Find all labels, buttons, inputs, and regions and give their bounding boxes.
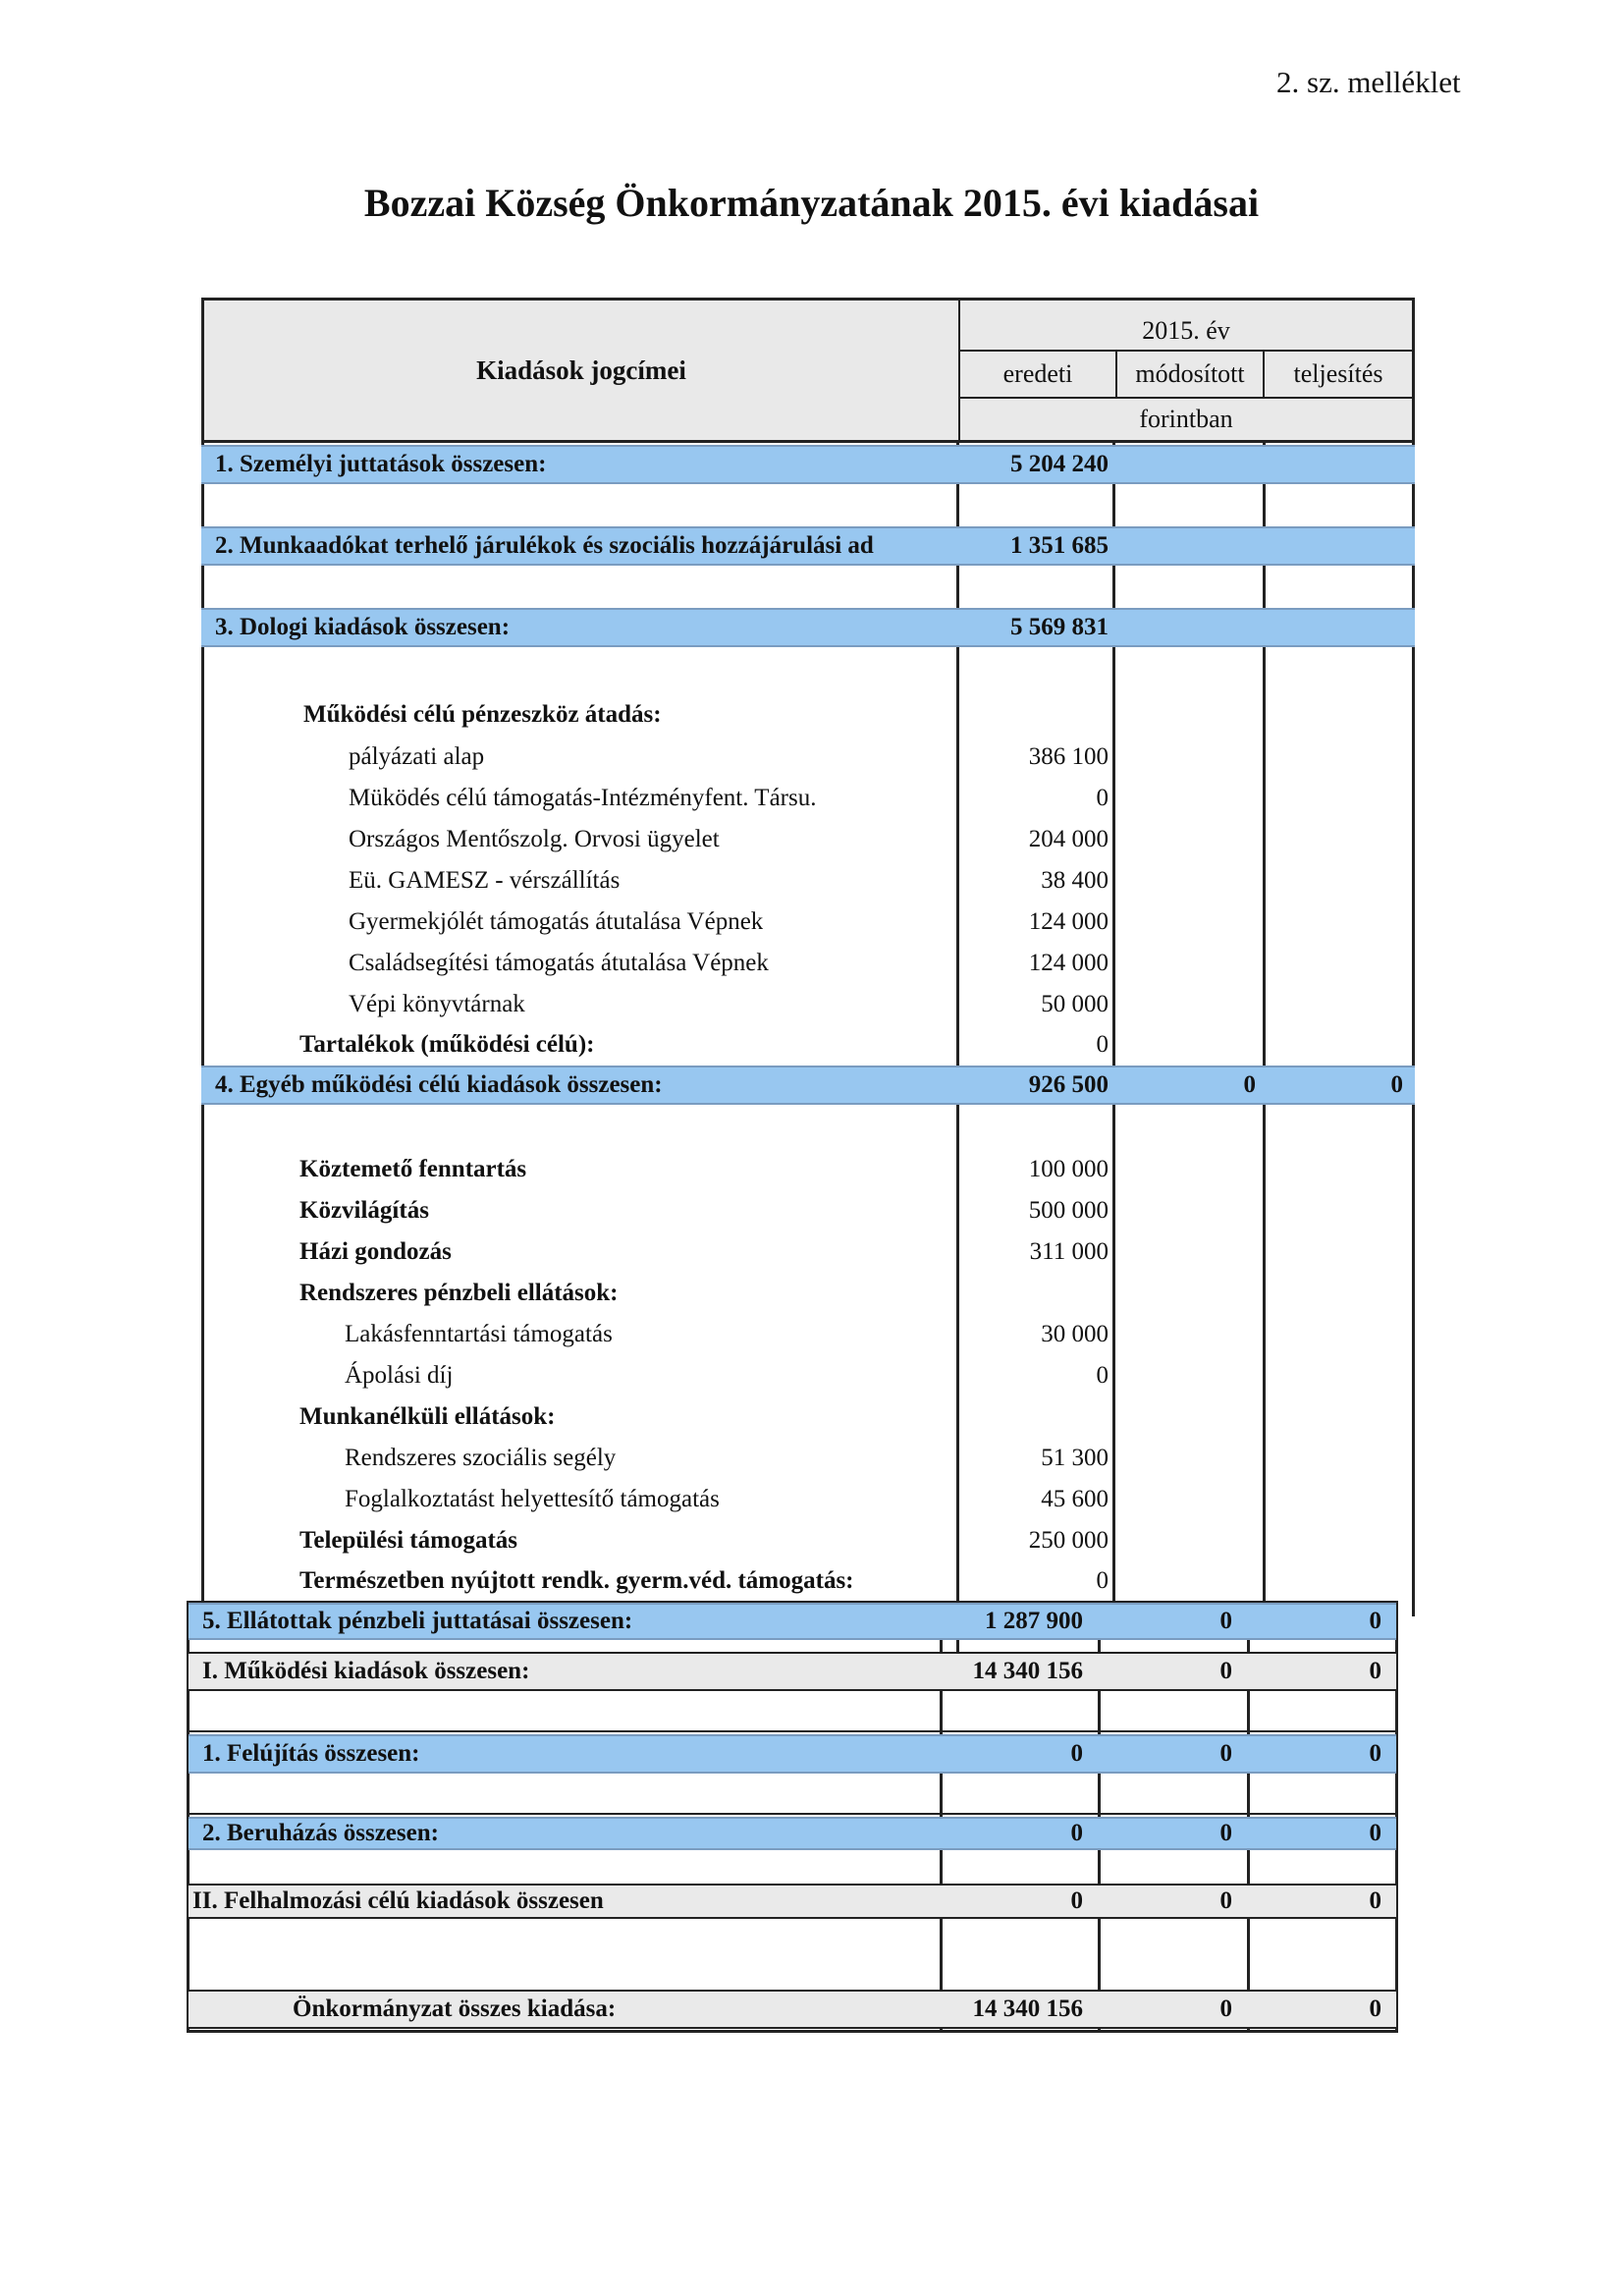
row-label: pályázati alap xyxy=(349,743,485,770)
table-row xyxy=(201,608,1415,647)
annex-label: 2. sz. melléklet xyxy=(1276,65,1461,99)
table-row xyxy=(201,1190,1415,1231)
row-label: Rendszeres pénzbeli ellátások: xyxy=(299,1280,619,1306)
table-row xyxy=(201,1438,1415,1479)
row-value-original: 50 000 xyxy=(1041,991,1109,1017)
row-value-fulfilled: 0 xyxy=(1369,1820,1381,1846)
table-row xyxy=(201,1479,1415,1520)
row-label: Települési támogatás xyxy=(299,1527,517,1554)
table-row xyxy=(201,1355,1415,1396)
row-value-fulfilled: 0 xyxy=(1369,1740,1381,1767)
row-label: I. Működési kiadások összesen: xyxy=(202,1658,530,1684)
row-value-fulfilled: 0 xyxy=(1369,1658,1381,1684)
row-value-original: 204 000 xyxy=(1028,826,1109,852)
table-row xyxy=(201,1149,1415,1190)
row-value-fulfilled: 0 xyxy=(1369,1608,1381,1634)
row-label: Munkanélküli ellátások: xyxy=(299,1403,556,1430)
row-value-original: 38 400 xyxy=(1041,867,1109,894)
row-label: 3. Dologi kiadások összesen: xyxy=(215,614,511,640)
row-label: Házi gondozás xyxy=(299,1238,452,1265)
row-value-fulfilled: 0 xyxy=(1390,1071,1403,1098)
row-value-modified: 0 xyxy=(1219,1887,1232,1914)
row-label: 1. Felújítás összesen: xyxy=(202,1740,420,1767)
row-value-original: 100 000 xyxy=(1028,1156,1109,1182)
row-label: Ápolási díj xyxy=(345,1362,454,1389)
row-value-fulfilled: 0 xyxy=(1369,1887,1381,1914)
row-value-original: 14 340 156 xyxy=(972,1995,1083,2022)
table-row xyxy=(201,1273,1415,1314)
row-label: 5. Ellátottak pénzbeli juttatásai összesen: xyxy=(202,1608,633,1634)
table-header xyxy=(201,298,1415,443)
table-row xyxy=(201,695,1415,735)
row-value-modified: 0 xyxy=(1243,1071,1256,1098)
row-label: Gyermekjólét támogatás átutalása Vépnek xyxy=(349,908,764,935)
row-value-original: 0 xyxy=(1096,1567,1109,1594)
table-row xyxy=(201,860,1415,902)
row-value-original: 0 xyxy=(1096,1031,1109,1058)
row-label: Működési célú pénzeszköz átadás: xyxy=(303,701,662,728)
table-row xyxy=(201,1396,1415,1438)
row-label: 1. Személyi juttatások összesen: xyxy=(215,451,547,477)
row-label: 2. Beruházás összesen: xyxy=(202,1820,439,1846)
row-label: Természetben nyújtott rendk. gyerm.véd. támogatás: xyxy=(299,1567,854,1594)
row-value-original: 926 500 xyxy=(1028,1071,1109,1098)
page-title: Bozzai Község Önkormányzatának 2015. évi kiadásai xyxy=(363,181,1260,225)
row-value-original: 45 600 xyxy=(1041,1486,1109,1512)
table-row xyxy=(201,1231,1415,1273)
table-row xyxy=(201,778,1415,819)
row-label: Országos Mentőszolg. Orvosi ügyelet xyxy=(349,826,720,852)
row-value-modified: 0 xyxy=(1219,1820,1232,1846)
row-label: Családsegítési támogatás átutalása Vépnek xyxy=(349,950,769,976)
table-row xyxy=(201,1520,1415,1561)
row-value-modified: 0 xyxy=(1219,1608,1232,1634)
row-label: Köztemető fenntartás xyxy=(299,1156,527,1182)
row-value-original: 5 204 240 xyxy=(1010,451,1109,477)
table-row xyxy=(189,1990,1396,2029)
row-value-original: 311 000 xyxy=(1029,1238,1109,1265)
table-row xyxy=(201,902,1415,943)
table-row xyxy=(201,1314,1415,1355)
header-fulfilled: teljesítés xyxy=(1265,352,1412,399)
table-row xyxy=(201,1025,1415,1065)
row-value-original: 0 xyxy=(1070,1740,1083,1767)
row-value-original: 51 300 xyxy=(1041,1445,1109,1471)
table-row xyxy=(201,943,1415,984)
row-value-modified: 0 xyxy=(1219,1658,1232,1684)
row-label: Foglalkoztatást helyettesítő támogatás xyxy=(345,1486,720,1512)
row-value-original: 0 xyxy=(1096,1362,1109,1389)
table-row xyxy=(189,1603,1396,1640)
row-value-original: 250 000 xyxy=(1028,1527,1109,1554)
row-label: Tartalékok (működési célú): xyxy=(299,1031,595,1058)
row-label: Vépi könyvtárnak xyxy=(349,991,525,1017)
row-label: 4. Egyéb működési célú kiadások összesen: xyxy=(215,1071,663,1098)
table-row xyxy=(189,1884,1396,1919)
table-row xyxy=(201,984,1415,1025)
header-year: 2015. év xyxy=(960,301,1412,352)
row-label: 2. Munkaadókat terhelő járulékok és szociális hozzájárulási ad xyxy=(215,532,874,559)
row-value-original: 30 000 xyxy=(1041,1321,1109,1347)
row-label: Rendszeres szociális segély xyxy=(345,1445,617,1471)
table-row xyxy=(201,737,1415,778)
row-value-original: 14 340 156 xyxy=(972,1658,1083,1684)
empty-row xyxy=(189,1774,1396,1815)
row-value-modified: 0 xyxy=(1219,1995,1232,2022)
header-original: eredeti xyxy=(960,352,1117,399)
row-value-original: 124 000 xyxy=(1028,908,1109,935)
table-row xyxy=(201,526,1415,566)
row-value-original: 0 xyxy=(1096,785,1109,811)
table-row xyxy=(189,1817,1396,1850)
row-value-original: 1 351 685 xyxy=(1010,532,1109,559)
table-row xyxy=(201,1066,1415,1105)
row-value-original: 386 100 xyxy=(1028,743,1109,770)
row-value-original: 5 569 831 xyxy=(1010,614,1109,640)
row-value-original: 500 000 xyxy=(1028,1197,1109,1224)
row-value-fulfilled: 0 xyxy=(1369,1995,1381,2022)
header-modified: módosított xyxy=(1117,352,1265,399)
row-label: Lakásfenntartási támogatás xyxy=(345,1321,613,1347)
row-value-original: 1 287 900 xyxy=(985,1608,1083,1634)
row-label: Közvilágítás xyxy=(299,1197,429,1224)
row-value-original: 124 000 xyxy=(1028,950,1109,976)
header-unit: forintban xyxy=(1139,405,1233,433)
row-label: Önkormányzat összes kiadása: xyxy=(293,1995,617,2022)
table-row xyxy=(201,445,1415,484)
table-row xyxy=(189,1652,1396,1691)
row-label: Eü. GAMESZ - vérszállítás xyxy=(349,867,621,894)
row-value-original: 0 xyxy=(1070,1820,1083,1846)
table-row xyxy=(201,819,1415,860)
row-label: Müködés célú támogatás-Intézményfent. Társu. xyxy=(349,785,817,811)
table-row xyxy=(189,1734,1396,1774)
row-value-modified: 0 xyxy=(1219,1740,1232,1767)
row-value-original: 0 xyxy=(1070,1887,1083,1914)
row-label: II. Felhalmozási célú kiadások összesen xyxy=(192,1887,604,1914)
table-row xyxy=(201,1561,1415,1601)
header-category: Kiadások jogcímei xyxy=(204,301,960,440)
empty-row xyxy=(189,1691,1396,1732)
